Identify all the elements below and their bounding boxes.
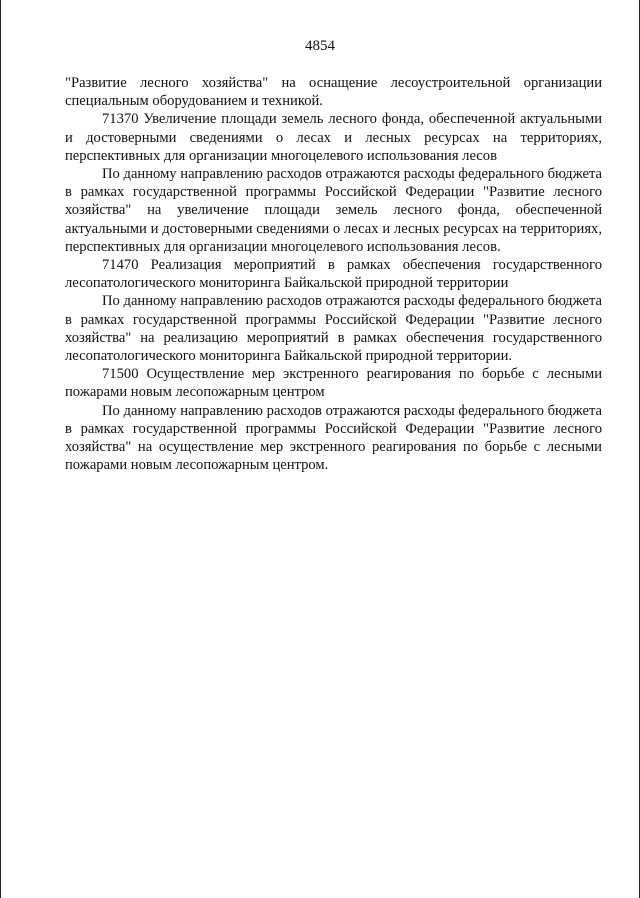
paragraph-71500-description: По данному направлению расходов отражаются расходы федерального бюджета в рамках государственной программы Российской Федерации "Развитие лесного хозяйства" на осуществление мер экстренного реагирования по борьбе с лесными пожарами новым лесопожарным центром. (65, 402, 602, 474)
paragraph-71470-description: По данному направлению расходов отражаются расходы федерального бюджета в рамках государственной программы Российской Федерации "Развитие лесного хозяйства" на реализацию мероприятий в рамках обеспечения государственного лесопатологического мониторинга Байкальской природной территории. (65, 293, 602, 365)
heading-71500: 71500 Осуществление мер экстренного реагирования по борьбе с лесными пожарами новым лесопожарным центром (65, 366, 602, 401)
scan-edge-left (0, 0, 1, 898)
document-body (65, 74, 602, 474)
heading-71470: 71470 Реализация мероприятий в рамках обеспечения государственного лесопатологического мониторинга Байкальской природной территории (65, 257, 602, 292)
page-number: 4854 (305, 38, 335, 54)
heading-71370: 71370 Увеличение площади земель лесного фонда, обеспеченной актуальными и достоверными сведениями о лесах и лесных ресурсах на территориях, перспективных для организации многоцелевого использования лесов (65, 111, 602, 164)
paragraph-71370-description: По данному направлению расходов отражаются расходы федерального бюджета в рамках государственной программы Российской Федерации "Развитие лесного хозяйства" на увеличение площади земель лесного фонда, обеспеченной актуальными и достоверными сведениями о лесах и лесных ресурсах на территориях, перспективных для организации многоцелевого использования лесов. (65, 166, 602, 255)
paragraph-continuation: "Развитие лесного хозяйства" на оснащение лесоустроительной организации специальным оборудованием и техникой. (65, 75, 602, 110)
